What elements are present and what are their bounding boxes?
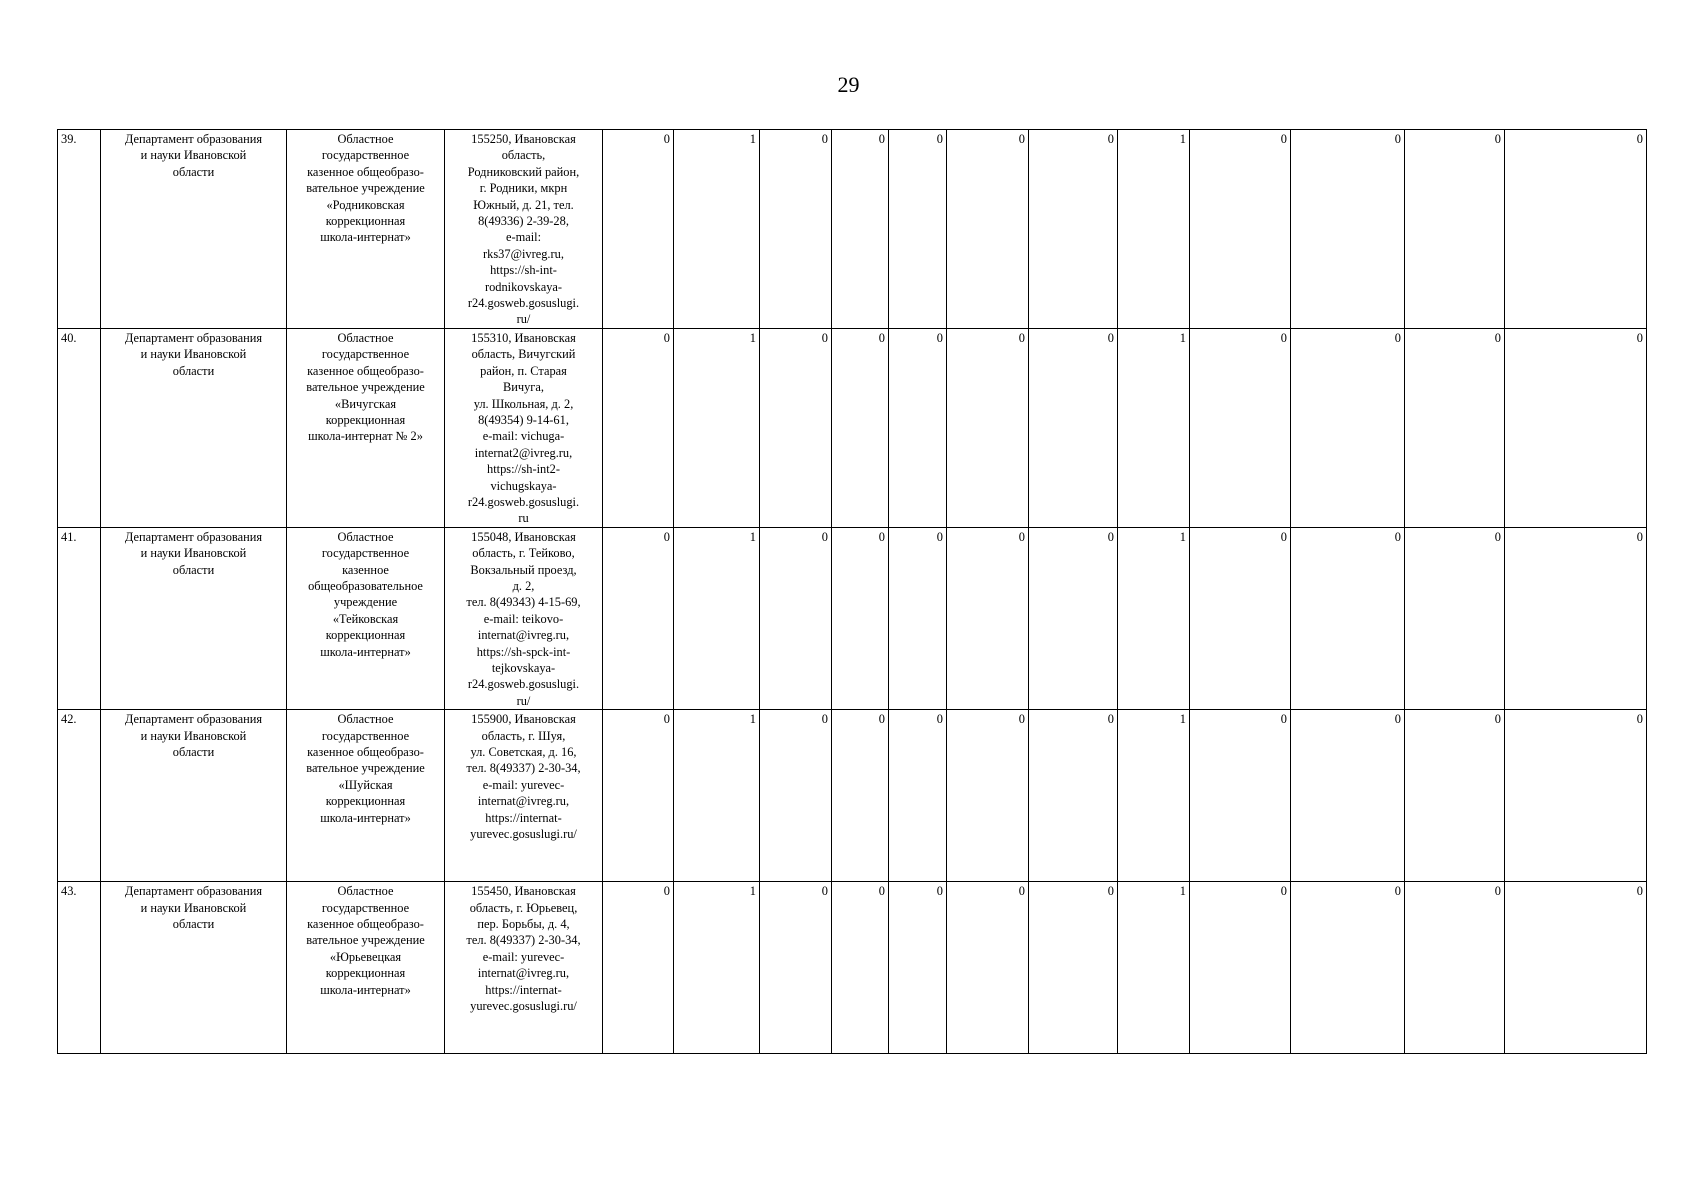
- table-row: [58, 882, 1647, 1054]
- value-cell: 0: [1405, 527, 1505, 709]
- value-cell: 0: [1505, 527, 1647, 709]
- value-cell: 0: [760, 328, 832, 527]
- row-number: 42.: [58, 710, 101, 882]
- value-cell: 0: [1291, 328, 1405, 527]
- value-cell: 0: [947, 130, 1029, 329]
- department-cell: Департамент образования и науки Ивановской области: [101, 710, 287, 882]
- value-cell: 0: [1190, 130, 1291, 329]
- value-cell: 0: [1505, 710, 1647, 882]
- value-cell: 0: [760, 710, 832, 882]
- value-cell: 0: [947, 527, 1029, 709]
- value-cell: 0: [832, 527, 889, 709]
- value-cell: 0: [760, 527, 832, 709]
- value-cell: 0: [947, 328, 1029, 527]
- value-cell: 0: [603, 527, 674, 709]
- value-cell: 0: [1405, 130, 1505, 329]
- value-cell: 0: [832, 130, 889, 329]
- address-cell: 155250, Ивановская область, Родниковский район, г. Родники, мкрн Южный, д. 21, тел. 8(49336) 2-39-28, e-mail: rks37@ivreg.ru, https://sh-int- rodnikovskaya- r24.gosweb.gosuslugi. ru/: [445, 130, 603, 329]
- address-cell: 155450, Ивановская область, г. Юрьевец, пер. Борьбы, д. 4, тел. 8(49337) 2-30-34, e-mail: yurevec- internat@ivreg.ru, https://internat- yurevec.gosuslugi.ru/: [445, 882, 603, 1054]
- institution-cell: Областное государственное казенное общеобразо- вательное учреждение «Шуйская коррекционная школа-интернат»: [287, 710, 445, 882]
- row-number: 39.: [58, 130, 101, 329]
- value-cell: 1: [1118, 882, 1190, 1054]
- value-cell: 0: [1029, 882, 1118, 1054]
- value-cell: 1: [1118, 328, 1190, 527]
- value-cell: 0: [760, 882, 832, 1054]
- value-cell: 0: [1190, 328, 1291, 527]
- department-cell: Департамент образования и науки Ивановской области: [101, 130, 287, 329]
- row-number: 40.: [58, 328, 101, 527]
- value-cell: 1: [1118, 710, 1190, 882]
- value-cell: 1: [674, 882, 760, 1054]
- value-cell: 1: [1118, 130, 1190, 329]
- value-cell: 0: [1291, 130, 1405, 329]
- value-cell: 0: [832, 710, 889, 882]
- value-cell: 1: [674, 130, 760, 329]
- value-cell: 0: [889, 130, 947, 329]
- value-cell: 0: [1505, 130, 1647, 329]
- value-cell: 0: [1505, 882, 1647, 1054]
- department-cell: Департамент образования и науки Ивановской области: [101, 328, 287, 527]
- value-cell: 0: [1291, 882, 1405, 1054]
- table-row: [58, 328, 1647, 527]
- address-cell: 155048, Ивановская область, г. Тейково, Вокзальный проезд, д. 2, тел. 8(49343) 4-15-69, e-mail: teikovo- internat@ivreg.ru, https://sh-spck-int- tejkovskaya- r24.gosweb.gosuslugi. ru/: [445, 527, 603, 709]
- value-cell: 1: [674, 328, 760, 527]
- value-cell: 0: [603, 710, 674, 882]
- value-cell: 0: [1190, 710, 1291, 882]
- table-row: [58, 710, 1647, 882]
- institution-cell: Областное государственное казенное общеобразо- вательное учреждение «Вичугская коррекционная школа-интернат № 2»: [287, 328, 445, 527]
- value-cell: 0: [1405, 882, 1505, 1054]
- value-cell: 0: [603, 328, 674, 527]
- value-cell: 0: [603, 130, 674, 329]
- table-row: [58, 130, 1647, 329]
- value-cell: 0: [832, 328, 889, 527]
- value-cell: 0: [889, 882, 947, 1054]
- value-cell: 0: [832, 882, 889, 1054]
- value-cell: 0: [760, 130, 832, 329]
- value-cell: 0: [1405, 328, 1505, 527]
- value-cell: 0: [1029, 328, 1118, 527]
- department-cell: Департамент образования и науки Ивановской области: [101, 882, 287, 1054]
- value-cell: 1: [674, 710, 760, 882]
- value-cell: 0: [1029, 710, 1118, 882]
- value-cell: 0: [889, 328, 947, 527]
- address-cell: 155310, Ивановская область, Вичугский район, п. Старая Вичуга, ул. Школьная, д. 2, 8(49354) 9-14-61, e-mail: vichuga- internat2@ivreg.ru, https://sh-int2- vichugskaya- r24.gosweb.gosuslugi. ru: [445, 328, 603, 527]
- value-cell: 0: [947, 710, 1029, 882]
- value-cell: 0: [1190, 882, 1291, 1054]
- value-cell: 0: [1291, 710, 1405, 882]
- institution-cell: Областное государственное казенное общеобразовательное учреждение «Тейковская коррекционная школа-интернат»: [287, 527, 445, 709]
- value-cell: 0: [889, 527, 947, 709]
- row-number: 41.: [58, 527, 101, 709]
- institutions-table: [57, 129, 1647, 1054]
- institution-cell: Областное государственное казенное общеобразо- вательное учреждение «Юрьевецкая коррекционная школа-интернат»: [287, 882, 445, 1054]
- row-number: 43.: [58, 882, 101, 1054]
- value-cell: 0: [947, 882, 1029, 1054]
- table-row: [58, 527, 1647, 709]
- page-number: 29: [837, 72, 860, 97]
- value-cell: 0: [1190, 527, 1291, 709]
- value-cell: 0: [889, 710, 947, 882]
- value-cell: 0: [1291, 527, 1405, 709]
- value-cell: 0: [1029, 130, 1118, 329]
- value-cell: 0: [1405, 710, 1505, 882]
- institution-cell: Областное государственное казенное общеобразо- вательное учреждение «Родниковская коррекционная школа-интернат»: [287, 130, 445, 329]
- value-cell: 0: [1029, 527, 1118, 709]
- value-cell: 0: [1505, 328, 1647, 527]
- value-cell: 1: [1118, 527, 1190, 709]
- address-cell: 155900, Ивановская область, г. Шуя, ул. Советская, д. 16, тел. 8(49337) 2-30-34, e-mail: yurevec- internat@ivreg.ru, https://internat- yurevec.gosuslugi.ru/: [445, 710, 603, 882]
- department-cell: Департамент образования и науки Ивановской области: [101, 527, 287, 709]
- value-cell: 1: [674, 527, 760, 709]
- value-cell: 0: [603, 882, 674, 1054]
